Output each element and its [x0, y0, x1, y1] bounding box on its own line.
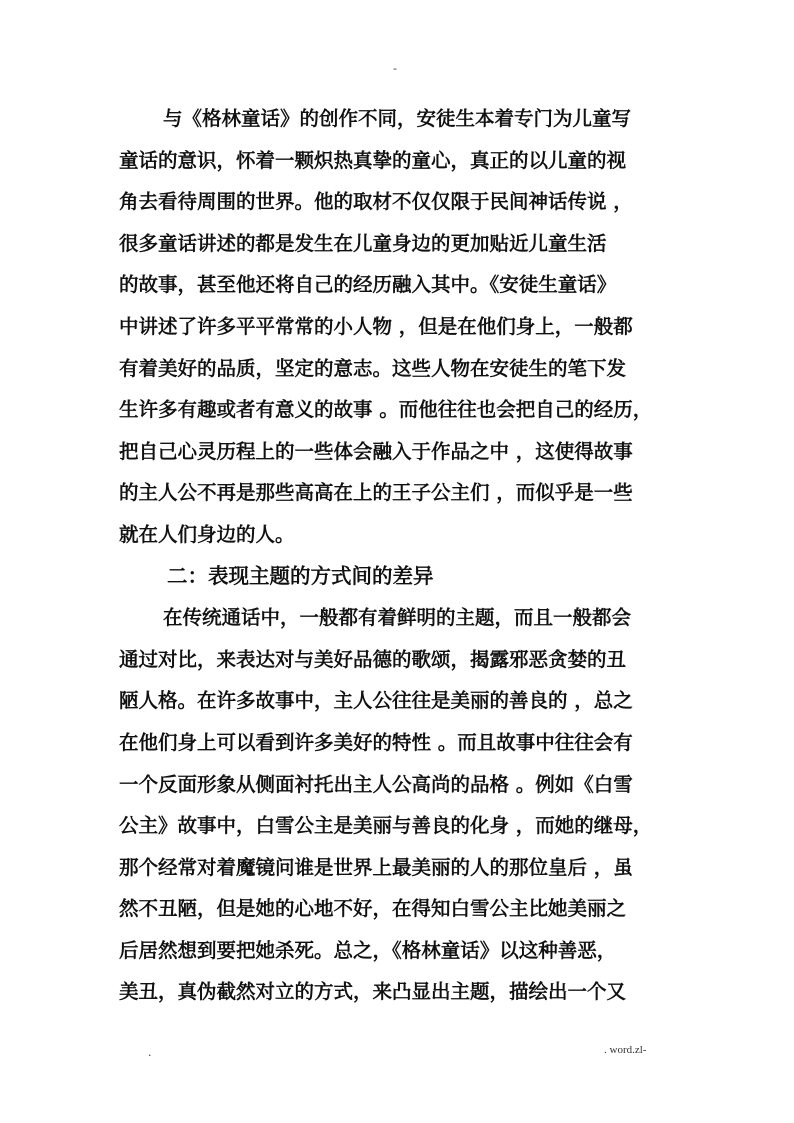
paragraph-line: 生许多有趣或者有意义的故事 。而他往往也会把自己的经历，	[119, 398, 653, 422]
paragraph-line: 把自己心灵历程上的一些体会融入于作品之中 ，这使得故事	[119, 439, 633, 463]
paragraph-line: 那个经常对着魔镜问谁是世界上最美丽的人的那位皇后 ，虽	[119, 855, 633, 879]
footer-left-mark: .	[148, 1046, 152, 1059]
paragraph-line: 与《格林童话》的创作不同，安徒生本着专门为儿童写	[163, 107, 632, 130]
paragraph-line: 很多童话讲述的都是发生在儿童身边的更加贴近儿童生活	[119, 231, 607, 255]
paragraph-line: 通过对比，来表达对与美好品德的歌颂，揭露邪恶贪婪的丑	[119, 647, 627, 671]
paragraph-line: 美丑，真伪截然对立的方式，来凸显出主题，描绘出一个又	[119, 980, 627, 1004]
paragraph-line: 角去看待周围的世界。他的取材不仅仅限于民间神话传说 ，	[119, 190, 633, 214]
paragraph-line: 然不丑陋，但是她的心地不好，在得知白雪公主比她美丽之	[119, 897, 627, 921]
paragraph-line: 童话的意识，怀着一颗炽热真挚的童心，真正的以儿童的视	[119, 148, 627, 172]
footer-source: . word.zl-	[604, 1044, 647, 1056]
paragraph-line: 中讲述了许多平平常常的小人物 ，但是在他们身上，一般都	[119, 314, 633, 338]
section-heading: 二：表现主题的方式间的差异	[167, 563, 434, 588]
paragraph-line: 的主人公不再是那些高高在上的王子公主们 ，而似乎是一些	[119, 481, 633, 505]
paragraph-line: 一个反面形象从侧面衬托出主人公高尚的品格 。例如《白雪	[119, 772, 633, 796]
paragraph-line: 后居然想到要把她杀死。总之，《格林童话》以这种善恶，	[119, 938, 617, 962]
paragraph-line: 就在人们身边的人。	[119, 522, 295, 546]
header-mark: -	[393, 62, 397, 75]
paragraph-line: 在他们身上可以看到许多美好的特性 。而且故事中往往会有	[119, 730, 633, 754]
paragraph-line: 在传统通话中，一般都有着鲜明的主题，而且一般都会	[163, 606, 632, 630]
paragraph-line: 的故事，甚至他还将自己的经历融入其中。《安徒生童话》	[119, 273, 617, 297]
paragraph-line: 公主》故事中，白雪公主是美丽与善良的化身 ，而她的继母，	[119, 814, 653, 838]
paragraph-line: 陋人格。在许多故事中，主人公往往是美丽的善良的 ，总之	[119, 689, 633, 713]
paragraph-line: 有着美好的品质，坚定的意志。这些人物在安徒生的笔下发	[119, 356, 627, 380]
body-text	[119, 98, 679, 1013]
